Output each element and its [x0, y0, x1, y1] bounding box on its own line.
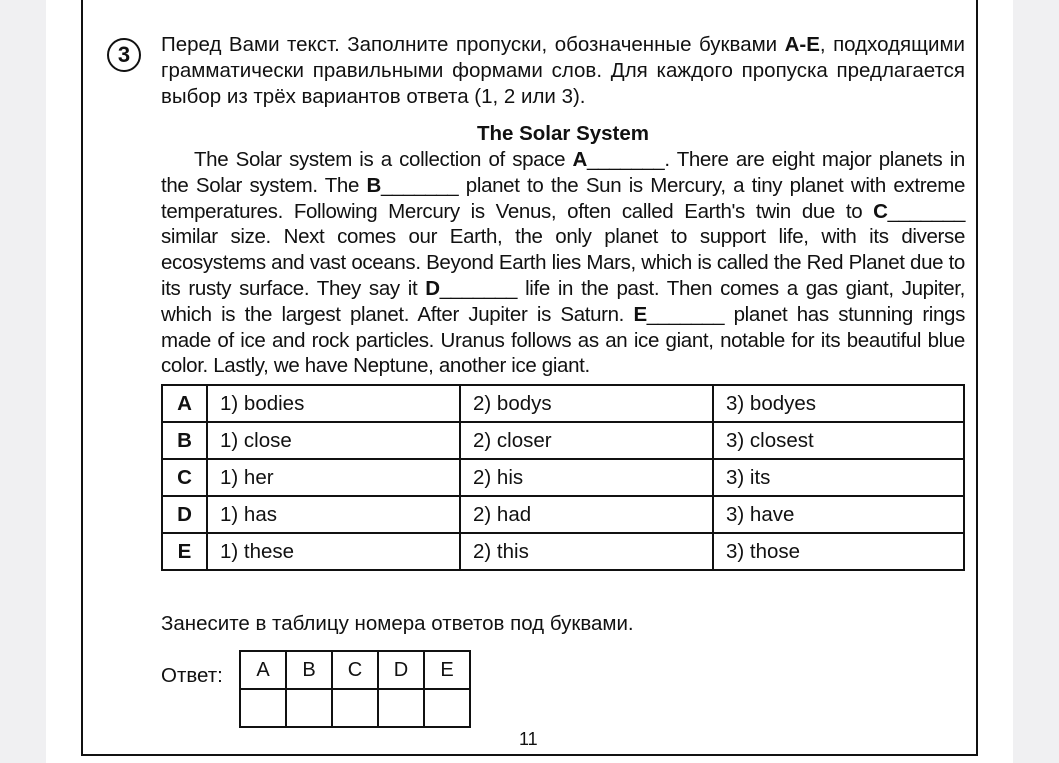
option-choice: 2) his — [460, 459, 713, 496]
options-table — [161, 384, 965, 571]
instructions-text-start: Перед Вами текст. Заполните пропуски, обозначенные буквами — [161, 33, 785, 56]
answer-column-header: D — [378, 651, 424, 689]
option-letter: A — [162, 385, 207, 422]
option-choice: 1) these — [207, 533, 460, 570]
passage-title: The Solar System — [476, 122, 650, 145]
gap-line: _______ — [587, 148, 665, 171]
gap-marker-e: E — [633, 302, 647, 326]
answer-column-header: E — [424, 651, 470, 689]
option-choice: 3) those — [713, 533, 964, 570]
passage-segment: The Solar system is a collection of space — [194, 148, 573, 171]
answer-column-header: A — [240, 651, 286, 689]
option-letter: C — [162, 459, 207, 496]
answer-header-row — [240, 651, 470, 689]
option-choice: 1) close — [207, 422, 460, 459]
option-choice: 2) this — [460, 533, 713, 570]
option-row-d — [162, 496, 964, 533]
answer-label: Ответ: — [161, 664, 223, 687]
option-row-b — [162, 422, 964, 459]
answer-column-header: B — [286, 651, 332, 689]
option-choice: 2) had — [460, 496, 713, 533]
option-choice: 3) have — [713, 496, 964, 533]
option-choice: 3) closest — [713, 422, 964, 459]
task-number-badge: 3 — [107, 38, 141, 72]
answer-cell-a[interactable] — [240, 689, 286, 727]
option-choice: 1) bodies — [207, 385, 460, 422]
gap-line: _______ — [646, 302, 725, 326]
option-letter: D — [162, 496, 207, 533]
option-row-c — [162, 459, 964, 496]
option-choice: 2) bodys — [460, 385, 713, 422]
gap-line: _______ — [887, 199, 965, 223]
option-choice: 3) its — [713, 459, 964, 496]
gap-marker-a: A — [572, 148, 587, 171]
answer-grid — [239, 650, 471, 728]
page-number: 11 — [519, 729, 538, 749]
answer-cell-e[interactable] — [424, 689, 470, 727]
option-choice: 3) bodyes — [713, 385, 964, 422]
task-instructions — [161, 32, 965, 110]
instructions-text-end: , подходящими грамматически правильными формами слов. Для каждого пропуска предлагается выбор из трёх вариантов ответа (1, 2 или 3). — [161, 33, 965, 108]
instructions-letter-range: A-E — [784, 33, 820, 56]
passage-text — [161, 147, 965, 379]
option-choice: 2) closer — [460, 422, 713, 459]
option-choice: 1) her — [207, 459, 460, 496]
option-letter: B — [162, 422, 207, 459]
gap-marker-d: D — [425, 276, 440, 300]
option-row-a — [162, 385, 964, 422]
gap-line: _______ — [380, 173, 459, 197]
answer-column-header: C — [332, 651, 378, 689]
option-letter: E — [162, 533, 207, 570]
passage-segment: similar size. Next comes our Earth, the only planet to support life, with its diverse ecosystems and vast oceans. Beyond Earth lies Mars, which is called the Red Planet due to its rusty surface. They say it — [161, 225, 965, 300]
answer-cell-d[interactable] — [378, 689, 424, 727]
gap-line: _______ — [439, 276, 518, 300]
gap-marker-c: C — [873, 199, 888, 223]
answer-cell-c[interactable] — [332, 689, 378, 727]
answer-cell-b[interactable] — [286, 689, 332, 727]
gap-marker-b: B — [366, 173, 381, 197]
option-row-e — [162, 533, 964, 570]
answer-input-row — [240, 689, 470, 727]
passage-segment: planet to the Sun is Mercury, a tiny planet with extreme temperatures. Following Mercury is Venus, often called Earth's twin due to — [161, 173, 965, 223]
option-choice: 1) has — [207, 496, 460, 533]
answer-instruction: Занесите в таблицу номера ответов под буквами. — [161, 612, 634, 635]
passage-segment: life in the past. Then comes a gas giant, Jupiter, which is the largest planet. After Jupiter is Saturn. — [161, 276, 965, 326]
passage-segment: . There are eight major planets in the Solar system. The — [161, 148, 965, 197]
passage-segment: planet has stunning rings made of ice and rock particles. Uranus follows as an ice giant, notable for its beautiful blue color. Lastly, we have Neptune, another ice giant. — [161, 302, 966, 378]
